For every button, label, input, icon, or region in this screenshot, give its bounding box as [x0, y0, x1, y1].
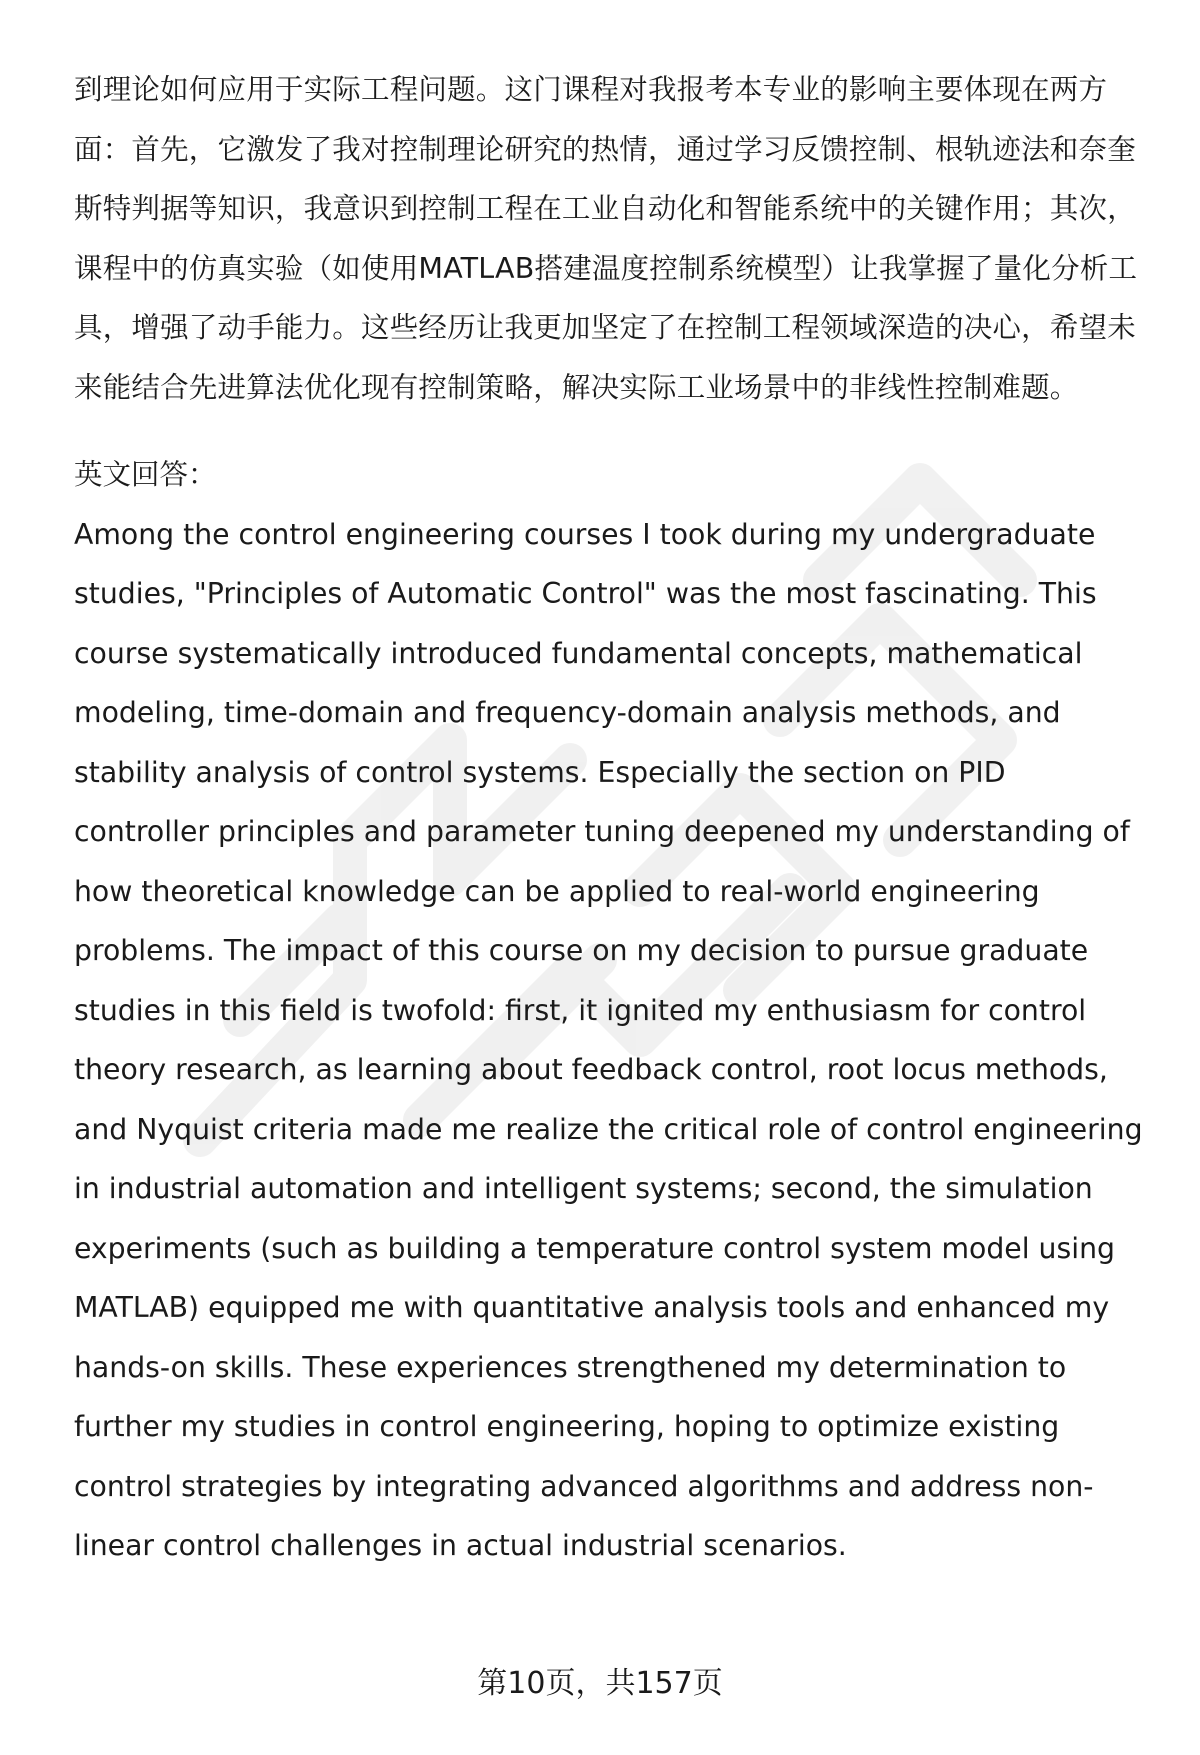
chinese-answer-paragraph: 到理论如何应用于实际工程问题。这门课程对我报考本专业的影响主要体现在两方面：首先，它激发了我对控制理论研究的热情，通过学习反馈控制、根轨迹法和奈奎斯特判据等知识，我意识到控制工程在工业自动化和智能系统中的关键作用；其次，课程中的仿真实验（如使用MATLAB搭建温度控制系统模型）让我掌握了量化分析工具，增强了动手能力。这些经历让我更加坚定了在控制工程领域深造的决心，希望未来能结合先进算法优化现有控制策略，解决实际工业场景中的非线性控制难题。 [74, 73, 1138, 404]
page-content [74, 60, 1149, 1576]
page-indicator: 第10页，共157页 [477, 1666, 723, 1701]
english-answer-label: 英文回答： [74, 458, 217, 491]
english-answer-paragraph: Among the control engineering courses I took during my undergraduate studies, "Principles of Automatic Control" was the most fascinating. This course systematically introduced fundamental concepts, mathematical modeling, time-domain and frequency-domain analysis methods, and stability analysis of control systems. Especially the section on PID controller principles and parameter tuning deepened my understanding of how theoretical knowledge can be applied to real-world engineering problems. The impact of this course on my decision to pursue graduate studies in this field is twofold: first, it ignited my enthusiasm for control theory research, as learning about feedback control, root locus methods, and Nyquist criteria made me realize the critical role of control engineering in industrial automation and intelligent systems; second, the simulation experiments (such as building a temperature control system model using MATLAB) equipped me with quantitative analysis tools and enhanced my hands-on skills. These experiences strengthened my determination to further my studies in control engineering, hoping to optimize existing control strategies by integrating advanced algorithms and address non-linear control challenges in actual industrial scenarios. [74, 517, 1143, 1562]
page-number-footer [0, 1664, 1200, 1704]
